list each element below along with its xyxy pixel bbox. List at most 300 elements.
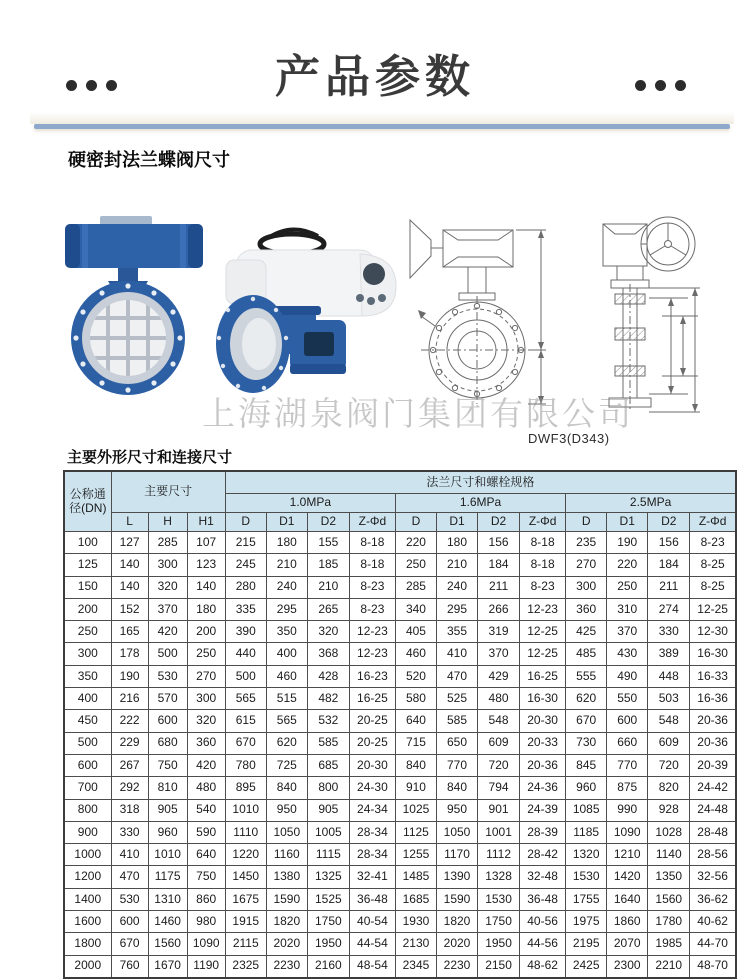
dimension-cell: 216	[111, 688, 148, 710]
table-row	[64, 754, 736, 776]
dimension-cell: 2230	[266, 955, 307, 978]
dimension-cell: 215	[225, 532, 266, 554]
dimension-cell: 1320	[566, 844, 607, 866]
dimension-cell: 44-70	[690, 933, 736, 955]
dimension-cell: 295	[266, 598, 307, 620]
dimension-cell: 300	[566, 576, 607, 598]
dimension-cell: 16-25	[520, 665, 566, 687]
front-view-drawing	[410, 220, 546, 404]
col-L: L	[111, 513, 148, 532]
dimension-cell: 8-25	[690, 576, 736, 598]
dimension-cell: 950	[266, 799, 307, 821]
dimension-cell: 460	[395, 643, 436, 665]
dimension-cell: 570	[148, 688, 187, 710]
dimension-cell: 1780	[648, 911, 690, 933]
dimension-cell: 140	[187, 576, 225, 598]
dimension-cell: 12-25	[520, 621, 566, 643]
dimension-cell: 24-39	[520, 799, 566, 821]
dimension-cell: 530	[148, 665, 187, 687]
col-dn: 公称通径(DN)	[64, 471, 111, 532]
dimension-cell: 1110	[225, 821, 266, 843]
dimension-cell: 390	[225, 621, 266, 643]
col-D1: D1	[436, 513, 477, 532]
dimension-cell: 211	[478, 576, 520, 598]
dimension-cell: 895	[225, 777, 266, 799]
dimension-cell: 235	[566, 532, 607, 554]
dimension-cell: 2300	[607, 955, 648, 978]
dimension-cell: 32-56	[690, 866, 736, 888]
dimension-cell: 8-18	[520, 532, 566, 554]
dimension-cell: 28-42	[520, 844, 566, 866]
dimension-cell: 220	[607, 554, 648, 576]
dimension-cell: 2425	[566, 955, 607, 978]
dimension-cell: 16-33	[690, 665, 736, 687]
dimension-cell: 156	[478, 532, 520, 554]
col-D2: D2	[478, 513, 520, 532]
dimension-cell: 580	[395, 688, 436, 710]
dimension-cell: 165	[111, 621, 148, 643]
dn-cell: 125	[64, 554, 111, 576]
dimension-cell: 24-36	[520, 777, 566, 799]
dimension-cell: 12-30	[690, 621, 736, 643]
dimension-cell: 360	[187, 732, 225, 754]
dimension-cell: 184	[478, 554, 520, 576]
dimension-cell: 320	[148, 576, 187, 598]
dimension-cell: 2160	[307, 955, 349, 978]
dn-cell: 200	[64, 598, 111, 620]
dimension-cell: 1640	[607, 888, 648, 910]
dimension-cell: 500	[148, 643, 187, 665]
dimension-cell: 1590	[266, 888, 307, 910]
dimension-cell: 685	[307, 754, 349, 776]
dimension-cell: 32-48	[520, 866, 566, 888]
dimension-cell: 460	[266, 665, 307, 687]
col-H: H	[148, 513, 187, 532]
dimension-cell: 515	[266, 688, 307, 710]
dimension-cell: 28-56	[690, 844, 736, 866]
dimension-cell: 222	[111, 710, 148, 732]
dimension-cell: 840	[436, 777, 477, 799]
dimension-cell: 448	[648, 665, 690, 687]
dimension-cell: 600	[607, 710, 648, 732]
dimension-cell: 24-42	[690, 777, 736, 799]
dimension-cell: 420	[148, 621, 187, 643]
dimension-cell: 620	[566, 688, 607, 710]
dimension-cell: 340	[395, 598, 436, 620]
dimension-cell: 840	[266, 777, 307, 799]
dimension-cell: 335	[225, 598, 266, 620]
dimension-cell: 1112	[478, 844, 520, 866]
dimension-cell: 585	[436, 710, 477, 732]
dimension-cell: 1160	[266, 844, 307, 866]
dimension-cell: 330	[111, 821, 148, 843]
dimension-cell: 730	[566, 732, 607, 754]
table-row	[64, 821, 736, 843]
dimension-cell: 24-30	[349, 777, 395, 799]
dimension-cell: 1220	[225, 844, 266, 866]
dimension-cell: 2020	[266, 933, 307, 955]
col-D: D	[566, 513, 607, 532]
dimension-cell: 760	[111, 955, 148, 978]
dimension-cell: 20-30	[349, 754, 395, 776]
dimension-cell: 355	[436, 621, 477, 643]
dimension-cell: 48-54	[349, 955, 395, 978]
dimension-cell: 1485	[395, 866, 436, 888]
dimension-cell: 548	[478, 710, 520, 732]
dimension-cell: 1010	[148, 844, 187, 866]
col-main-dims: 主要尺寸	[111, 471, 225, 513]
dimension-cell: 800	[307, 777, 349, 799]
dimension-cell: 1560	[648, 888, 690, 910]
dimension-cell: 12-25	[690, 598, 736, 620]
dimension-cell: 370	[148, 598, 187, 620]
dimension-cell: 330	[648, 621, 690, 643]
dimension-cell: 8-23	[690, 532, 736, 554]
dimension-cell: 820	[648, 777, 690, 799]
dimension-cell: 140	[111, 576, 148, 598]
dn-cell: 600	[64, 754, 111, 776]
dimension-cell: 40-56	[520, 911, 566, 933]
dimension-cell: 1450	[225, 866, 266, 888]
dimension-cell: 715	[395, 732, 436, 754]
table-row	[64, 554, 736, 576]
dimension-cell: 184	[648, 554, 690, 576]
dimension-cell: 16-36	[690, 688, 736, 710]
dimension-cell: 152	[111, 598, 148, 620]
dimension-cell: 1930	[395, 911, 436, 933]
dimension-cell: 210	[307, 576, 349, 598]
dimension-cell: 310	[607, 598, 648, 620]
dn-cell: 1600	[64, 911, 111, 933]
dimension-cell: 274	[648, 598, 690, 620]
dn-cell: 100	[64, 532, 111, 554]
dimension-cell: 1140	[648, 844, 690, 866]
dimension-cell: 190	[607, 532, 648, 554]
dimension-cell: 1460	[148, 911, 187, 933]
dimension-cell: 20-30	[520, 710, 566, 732]
table-row	[64, 799, 736, 821]
dimension-cell: 600	[111, 911, 148, 933]
dimension-cell: 32-41	[349, 866, 395, 888]
dimension-cell: 905	[307, 799, 349, 821]
dimension-cell: 1170	[436, 844, 477, 866]
dimension-cell: 960	[566, 777, 607, 799]
dimension-cell: 875	[607, 777, 648, 799]
dimension-cell: 2130	[395, 933, 436, 955]
table-row	[64, 888, 736, 910]
dimension-cell: 1820	[266, 911, 307, 933]
dimension-cell: 1175	[148, 866, 187, 888]
dimension-cell: 350	[266, 621, 307, 643]
dimension-cell: 1325	[307, 866, 349, 888]
dimension-cell: 420	[187, 754, 225, 776]
dimension-cell: 178	[111, 643, 148, 665]
dimension-cell: 1530	[566, 866, 607, 888]
dimension-cell: 609	[478, 732, 520, 754]
dimension-cell: 389	[648, 643, 690, 665]
dimension-cell: 24-34	[349, 799, 395, 821]
dimension-cell: 8-23	[349, 576, 395, 598]
dn-cell: 250	[64, 621, 111, 643]
dimension-cell: 127	[111, 532, 148, 554]
dimension-cell: 1090	[607, 821, 648, 843]
dimension-cell: 267	[111, 754, 148, 776]
dimension-cell: 480	[187, 777, 225, 799]
dimension-cell: 720	[478, 754, 520, 776]
dimension-cell: 565	[266, 710, 307, 732]
dimension-cell: 1950	[307, 933, 349, 955]
dimension-cell: 720	[648, 754, 690, 776]
dimension-cell: 210	[436, 554, 477, 576]
dimension-cell: 1590	[436, 888, 477, 910]
dimension-cell: 40-54	[349, 911, 395, 933]
dimension-cell: 600	[148, 710, 187, 732]
dimension-cell: 590	[187, 821, 225, 843]
col-H1: H1	[187, 513, 225, 532]
dimension-cell: 1750	[478, 911, 520, 933]
dimension-cell: 280	[225, 576, 266, 598]
dimension-cell: 1685	[395, 888, 436, 910]
dimension-cell: 1185	[566, 821, 607, 843]
dimension-cell: 530	[111, 888, 148, 910]
dimension-cell: 1190	[187, 955, 225, 978]
dimension-cell: 370	[478, 643, 520, 665]
table-header	[64, 471, 736, 532]
dimension-cell: 1115	[307, 844, 349, 866]
dimension-cell: 20-25	[349, 710, 395, 732]
dimensions-table	[63, 470, 737, 979]
dimension-cell: 12-23	[520, 598, 566, 620]
col-Zd: Z-Φd	[520, 513, 566, 532]
dn-cell: 150	[64, 576, 111, 598]
dimension-cell: 292	[111, 777, 148, 799]
dimension-cell: 8-18	[349, 554, 395, 576]
dimension-cell: 28-48	[690, 821, 736, 843]
dimension-cell: 123	[187, 554, 225, 576]
dimension-cell: 550	[607, 688, 648, 710]
dimension-cell: 8-18	[520, 554, 566, 576]
dimension-cell: 770	[436, 754, 477, 776]
dn-cell: 700	[64, 777, 111, 799]
table-row	[64, 866, 736, 888]
dimension-cell: 1380	[266, 866, 307, 888]
dimension-cell: 901	[478, 799, 520, 821]
dimension-cell: 185	[307, 554, 349, 576]
dimension-cell: 44-54	[349, 933, 395, 955]
dimension-cell: 430	[607, 643, 648, 665]
dimension-cell: 1560	[148, 933, 187, 955]
dimension-cell: 615	[225, 710, 266, 732]
dimension-cell: 670	[111, 933, 148, 955]
dimension-cell: 565	[225, 688, 266, 710]
dimension-cell: 950	[436, 799, 477, 821]
valve-model-label: DWF3(D343)	[528, 431, 610, 446]
dimension-cell: 320	[307, 621, 349, 643]
dimension-cell: 24-48	[690, 799, 736, 821]
dimension-cell: 440	[225, 643, 266, 665]
dimension-cell: 540	[187, 799, 225, 821]
dimension-cell: 1820	[436, 911, 477, 933]
dimension-cell: 270	[187, 665, 225, 687]
dimension-cell: 1530	[478, 888, 520, 910]
dimension-cell: 1750	[307, 911, 349, 933]
dimension-cell: 845	[566, 754, 607, 776]
dimension-cell: 180	[436, 532, 477, 554]
dn-cell: 500	[64, 732, 111, 754]
dimension-cell: 16-25	[349, 688, 395, 710]
dimension-cell: 555	[566, 665, 607, 687]
dimension-cell: 503	[648, 688, 690, 710]
dimension-cell: 780	[225, 754, 266, 776]
dimension-cell: 28-39	[520, 821, 566, 843]
dimension-cell: 670	[566, 710, 607, 732]
dimension-cell: 400	[266, 643, 307, 665]
dimension-cell: 229	[111, 732, 148, 754]
dimension-cell: 2210	[648, 955, 690, 978]
dimension-cell: 1420	[607, 866, 648, 888]
table-row	[64, 844, 736, 866]
dimension-cell: 980	[187, 911, 225, 933]
table-row	[64, 665, 736, 687]
dimension-cell: 8-18	[349, 532, 395, 554]
dimension-cell: 20-36	[520, 754, 566, 776]
dimension-cell: 8-23	[520, 576, 566, 598]
dimension-cell: 650	[436, 732, 477, 754]
valve-figures	[40, 198, 740, 436]
table-title: 主要外形尺寸和连接尺寸	[67, 449, 233, 466]
dimension-cell: 1310	[148, 888, 187, 910]
dimension-cell: 794	[478, 777, 520, 799]
dn-cell: 800	[64, 799, 111, 821]
table-row	[64, 621, 736, 643]
dimension-cell: 725	[266, 754, 307, 776]
dimension-cell: 240	[436, 576, 477, 598]
dimension-cell: 1255	[395, 844, 436, 866]
dimension-cell: 8-23	[349, 598, 395, 620]
dimension-cell: 2150	[478, 955, 520, 978]
dimension-cell: 750	[187, 866, 225, 888]
dimension-cell: 8-25	[690, 554, 736, 576]
dimension-cell: 840	[395, 754, 436, 776]
dimension-cell: 425	[566, 621, 607, 643]
col-D: D	[395, 513, 436, 532]
dimension-cell: 1350	[648, 866, 690, 888]
dimension-cell: 20-33	[520, 732, 566, 754]
dimension-cell: 285	[148, 532, 187, 554]
table-row	[64, 911, 736, 933]
col-Zd: Z-Φd	[690, 513, 736, 532]
dimension-cell: 405	[395, 621, 436, 643]
dn-cell: 2000	[64, 955, 111, 978]
dimension-cell: 928	[648, 799, 690, 821]
dimension-cell: 428	[307, 665, 349, 687]
dimension-cell: 20-39	[690, 754, 736, 776]
table-row	[64, 933, 736, 955]
dimension-cell: 270	[566, 554, 607, 576]
table-row	[64, 576, 736, 598]
dots-right-icon	[635, 80, 686, 91]
dn-cell: 1200	[64, 866, 111, 888]
col-group-1.6mpa: 1.6MPa	[395, 494, 565, 513]
dn-cell: 400	[64, 688, 111, 710]
dimension-cell: 12-23	[349, 621, 395, 643]
dimension-cell: 1328	[478, 866, 520, 888]
dn-cell: 1400	[64, 888, 111, 910]
dn-cell: 450	[64, 710, 111, 732]
dimensions-table-body	[64, 532, 736, 978]
dimension-cell: 1125	[395, 821, 436, 843]
dimension-cell: 12-25	[520, 643, 566, 665]
dimension-cell: 1670	[148, 955, 187, 978]
dimension-cell: 220	[395, 532, 436, 554]
dimension-cell: 44-56	[520, 933, 566, 955]
dimension-cell: 960	[148, 821, 187, 843]
dimension-cell: 107	[187, 532, 225, 554]
col-group-2.5mpa: 2.5MPa	[566, 494, 736, 513]
dimension-cell: 500	[225, 665, 266, 687]
dimension-cell: 265	[307, 598, 349, 620]
col-D2: D2	[648, 513, 690, 532]
dimension-cell: 2325	[225, 955, 266, 978]
dimension-cell: 240	[266, 576, 307, 598]
dimension-cell: 1050	[266, 821, 307, 843]
dimension-cell: 285	[395, 576, 436, 598]
col-Zd: Z-Φd	[349, 513, 395, 532]
dimension-cell: 16-23	[349, 665, 395, 687]
electric-valve-photo	[216, 229, 396, 393]
dimension-cell: 20-36	[690, 710, 736, 732]
side-view-drawing	[603, 217, 700, 412]
dimension-cell: 140	[111, 554, 148, 576]
dimension-cell: 16-30	[690, 643, 736, 665]
blue-divider	[34, 124, 730, 129]
dimension-cell: 670	[225, 732, 266, 754]
dimension-cell: 1085	[566, 799, 607, 821]
dimension-cell: 200	[187, 621, 225, 643]
dn-cell: 1800	[64, 933, 111, 955]
dimension-cell: 2070	[607, 933, 648, 955]
dimension-cell: 2195	[566, 933, 607, 955]
dimension-cell: 20-36	[690, 732, 736, 754]
dimension-cell: 190	[111, 665, 148, 687]
dimension-cell: 1975	[566, 911, 607, 933]
dimension-cell: 1050	[436, 821, 477, 843]
dimension-cell: 2020	[436, 933, 477, 955]
dimension-cell: 320	[187, 710, 225, 732]
dimension-cell: 640	[395, 710, 436, 732]
dimension-cell: 990	[607, 799, 648, 821]
dimension-cell: 1001	[478, 821, 520, 843]
company-watermark: 上海湖泉阀门集团有限公司	[202, 395, 634, 432]
dimension-cell: 1675	[225, 888, 266, 910]
dimension-cell: 680	[148, 732, 187, 754]
dn-cell: 1000	[64, 844, 111, 866]
dimension-cell: 480	[478, 688, 520, 710]
table-row	[64, 732, 736, 754]
dimension-cell: 250	[187, 643, 225, 665]
col-D1: D1	[266, 513, 307, 532]
col-flange-spec: 法兰尺寸和螺栓规格	[225, 471, 736, 494]
dimension-cell: 360	[566, 598, 607, 620]
dimension-cell: 28-34	[349, 844, 395, 866]
table-row	[64, 688, 736, 710]
dimension-cell: 370	[607, 621, 648, 643]
dimension-cell: 1985	[648, 933, 690, 955]
dimension-cell: 470	[436, 665, 477, 687]
dimension-cell: 1525	[307, 888, 349, 910]
col-group-1.0mpa: 1.0MPa	[225, 494, 395, 513]
dimension-cell: 156	[648, 532, 690, 554]
